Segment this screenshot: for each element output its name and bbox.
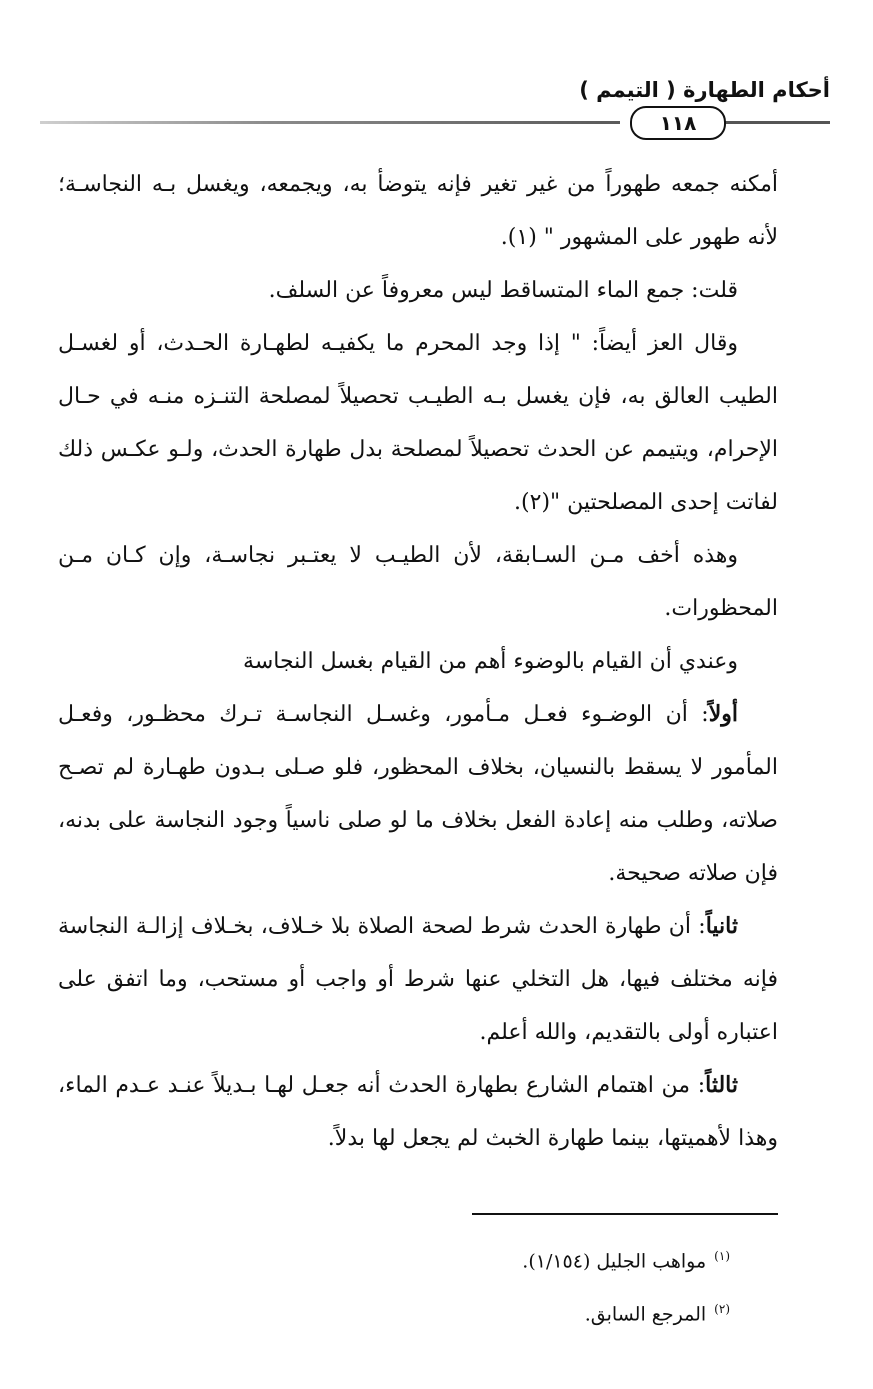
paragraph-lead: أولاً bbox=[708, 701, 738, 727]
paragraph-text: : من اهتمام الشارع بطهارة الحدث أنه جعـل لهـا بـديلاً عنـد عـدم الماء، وهذا لأهميتها، بينما طهارة الخبث لم يجعل لها بدلاً. bbox=[58, 1073, 778, 1151]
body-text bbox=[58, 158, 778, 1165]
paragraph-text: قلت: جمع الماء المتساقط ليس معروفاً عن السلف. bbox=[268, 278, 738, 303]
book-title: أحكام الطهارة ( التيمم ) bbox=[579, 78, 830, 102]
footnote-2 bbox=[300, 1285, 730, 1338]
paragraph-text: أمكنه جمعه طهوراً من غير تغير فإنه يتوضأ به، ويجمعه، ويغسل بـه النجاسـة؛ لأنه طهور على المشهور " (١). bbox=[58, 172, 778, 250]
footnote-1 bbox=[300, 1232, 730, 1285]
footnotes bbox=[300, 1232, 730, 1339]
paragraph-text: وهذه أخف مـن السـابقة، لأن الطيـب لا يعتـبر نجاسـة، وإن كـان مـن المحظورات. bbox=[58, 543, 778, 621]
header-rule bbox=[40, 121, 620, 124]
footnote-mark: (٢) bbox=[714, 1302, 730, 1317]
paragraph-lead: ثانياً bbox=[705, 913, 738, 939]
paragraph-lead: ثالثاً bbox=[705, 1072, 738, 1098]
footnote-text: المرجع السابق. bbox=[584, 1303, 707, 1326]
footnote-text: مواهب الجليل (١/١٥٤). bbox=[522, 1250, 707, 1273]
paragraph-2 bbox=[58, 264, 778, 317]
paragraph-5 bbox=[58, 635, 778, 688]
paragraph-text: وعندي أن القيام بالوضوء أهم من القيام بغسل النجاسة bbox=[243, 649, 738, 674]
paragraph-1 bbox=[58, 158, 778, 264]
footnote-mark: (١) bbox=[714, 1249, 730, 1263]
paragraph-8 bbox=[58, 1059, 778, 1165]
paragraph-text: : أن الوضـوء فعـل مـأمور، وغسـل النجاسـة تـرك محظـور، وفعـل المأمور لا يسقط بالنسيان، بخلاف المحظور، فلو صـلى بـدون طهـارة لم تصـح صلاته، وطلب منه إعادة الفعل بخلاف ما لو صلى ناسياً وجود النجاسة على بدنه، فإن صلاته صحيحة. bbox=[58, 702, 778, 886]
header-rule-right bbox=[720, 121, 830, 124]
paragraph-3 bbox=[58, 317, 778, 529]
footnote-separator bbox=[472, 1213, 778, 1215]
paragraph-text: : أن طهارة الحدث شرط لصحة الصلاة بلا خـلاف، بخـلاف إزالـة النجاسة فإنه مختلف فيها، هل التخلي عنها شرط أو واجب أو مستحب، وما اتفق على اعتباره أولى بالتقديم، والله أعلم. bbox=[58, 914, 778, 1045]
paragraph-4 bbox=[58, 529, 778, 635]
page-header bbox=[40, 78, 840, 138]
paragraph-6 bbox=[58, 688, 778, 900]
page-number: ١١٨ bbox=[630, 106, 726, 140]
paragraph-7 bbox=[58, 900, 778, 1059]
paragraph-text: وقال العز أيضاً: " إذا وجد المحرم ما يكفيـه لطهـارة الحـدث، أو لغسـل الطيب العالق به، فإن يغسل بـه الطيـب تحصيلاً لمصلحة التنـزه منـه في حـال الإحرام، ويتيمم عن الحدث تحصيلاً لمصلحة بدل طهارة الحدث، ولـو عكـس ذلك لفاتت إحدى المصلحتين "(٢). bbox=[58, 331, 778, 515]
